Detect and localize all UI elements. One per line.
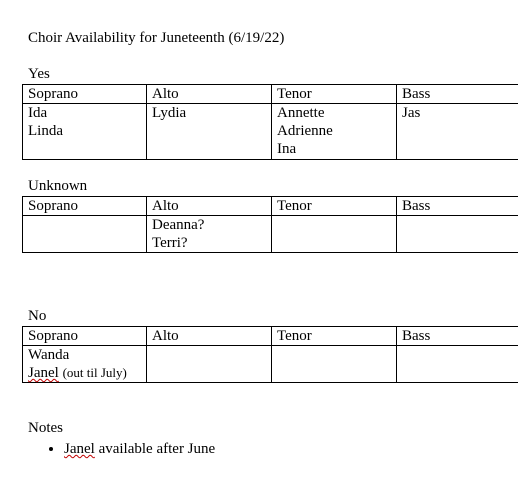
singer-name: Deanna? xyxy=(152,217,205,233)
header-alto: Alto xyxy=(147,327,272,346)
header-alto: Alto xyxy=(147,197,272,216)
tenor-cell xyxy=(272,104,397,160)
notes-list xyxy=(28,440,215,458)
alto-cell xyxy=(147,104,272,160)
singer-note: (out til July) xyxy=(62,365,127,380)
bass-cell xyxy=(397,104,518,160)
section-label-unknown: Unknown xyxy=(28,178,88,194)
header-bass: Bass xyxy=(397,197,518,216)
header-bass: Bass xyxy=(397,85,518,104)
bass-cell xyxy=(397,216,518,253)
notes-heading: Notes xyxy=(28,420,63,436)
singer-name: Ida xyxy=(28,105,48,121)
note-name: Janel xyxy=(64,441,95,457)
document-title: Choir Availability for Juneteenth (6/19/22) xyxy=(28,30,285,46)
singer-name: Wanda xyxy=(28,347,70,363)
header-tenor: Tenor xyxy=(272,197,397,216)
alto-cell xyxy=(147,216,272,253)
header-soprano: Soprano xyxy=(23,85,147,104)
note-text: available after June xyxy=(98,441,216,457)
tenor-cell xyxy=(272,346,397,383)
soprano-cell xyxy=(23,346,147,383)
unknown-table xyxy=(22,196,518,253)
table-header-row xyxy=(23,197,518,216)
header-bass: Bass xyxy=(397,327,518,346)
table-row xyxy=(23,216,518,253)
header-tenor: Tenor xyxy=(272,85,397,104)
header-soprano: Soprano xyxy=(23,327,147,346)
singer-name: Jas xyxy=(402,105,421,121)
table-header-row xyxy=(23,327,518,346)
section-label-no: No xyxy=(28,308,47,324)
header-alto: Alto xyxy=(147,85,272,104)
yes-table xyxy=(22,84,518,160)
alto-cell xyxy=(147,346,272,383)
singer-name: Janel xyxy=(28,365,59,381)
singer-name: Ina xyxy=(277,141,297,157)
no-table xyxy=(22,326,518,383)
table-header-row xyxy=(23,85,518,104)
singer-name: Annette xyxy=(277,105,325,121)
header-soprano: Soprano xyxy=(23,197,147,216)
singer-name: Linda xyxy=(28,123,63,139)
list-item xyxy=(64,440,215,458)
soprano-cell xyxy=(23,104,147,160)
bass-cell xyxy=(397,346,518,383)
singer-name: Adrienne xyxy=(277,123,333,139)
table-row xyxy=(23,346,518,383)
table-row xyxy=(23,104,518,160)
singer-name: Terri? xyxy=(152,235,188,251)
soprano-cell xyxy=(23,216,147,253)
section-label-yes: Yes xyxy=(28,66,50,82)
tenor-cell xyxy=(272,216,397,253)
singer-name: Lydia xyxy=(152,105,187,121)
header-tenor: Tenor xyxy=(272,327,397,346)
singer-name-with-note xyxy=(28,364,146,382)
